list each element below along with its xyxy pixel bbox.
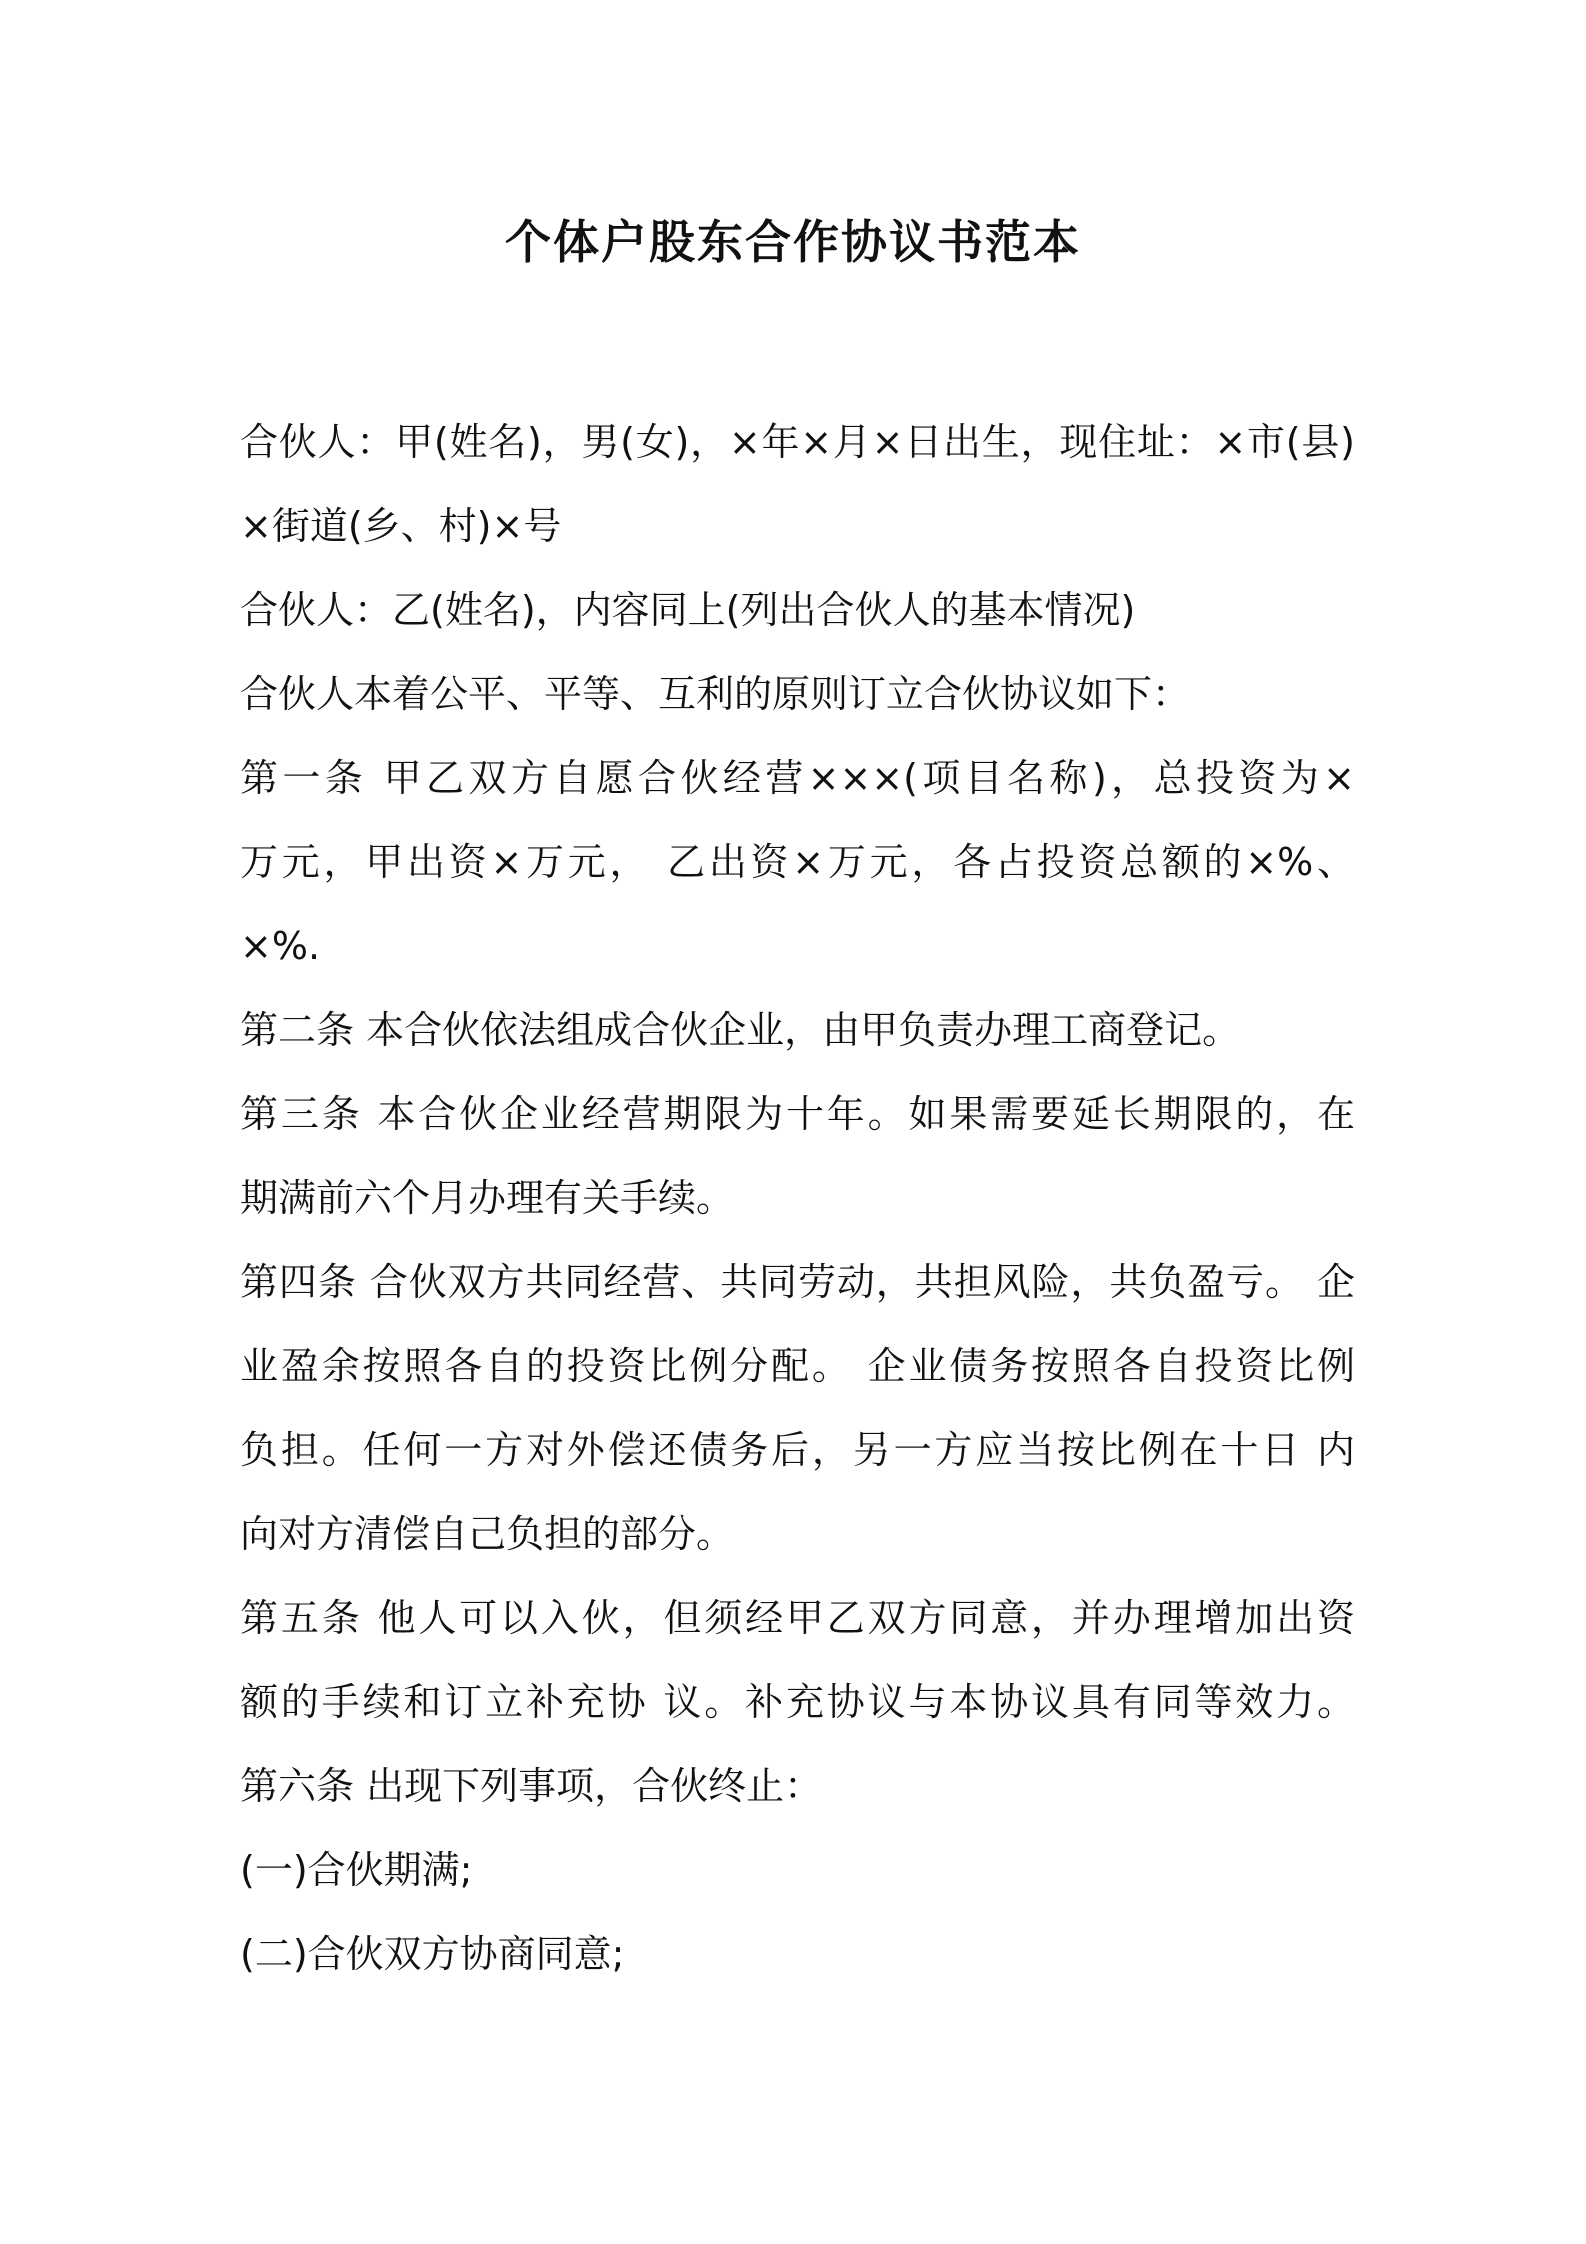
paragraph-line: 第三条 本合伙企业经营期限为十年。如果需要延长期限的，在	[240, 1092, 1355, 1136]
paragraph-line: ×街道(乡、村)×号	[240, 504, 562, 548]
paragraph-line: 期满前六个月办理有关手续。	[240, 1176, 735, 1220]
paragraph-line: (一)合伙期满;	[240, 1848, 473, 1892]
paragraph-line: 第二条 本合伙依法组成合伙企业，由甲负责办理工商登记。	[240, 1008, 1241, 1052]
paragraph-line: 合伙人本着公平、平等、互利的原则订立合伙协议如下：	[240, 672, 1191, 716]
document-title: 个体户股东合作协议书范本	[505, 215, 1081, 269]
paragraph-line: (二)合伙双方协商同意;	[240, 1932, 625, 1976]
paragraph-line: 向对方清偿自己负担的部分。	[240, 1512, 735, 1556]
paragraph-line: 第六条 出现下列事项，合伙终止：	[240, 1764, 823, 1808]
paragraph-line: 第四条 合伙双方共同经营、共同劳动，共担风险，共负盈亏。 企	[240, 1260, 1355, 1304]
paragraph-line: 合伙人：甲(姓名)，男(女)，×年×月×日出生，现住址：×市(县)	[240, 420, 1355, 464]
paragraph-line: 第五条 他人可以入伙，但须经甲乙双方同意，并办理增加出资	[240, 1596, 1355, 1640]
paragraph-line: 第一条 甲乙双方自愿合伙经营×××(项目名称)，总投资为×	[240, 756, 1355, 800]
paragraph-line: 负担。任何一方对外偿还债务后，另一方应当按比例在十日 内	[240, 1428, 1355, 1472]
paragraph-line: 万元，甲出资×万元， 乙出资×万元，各占投资总额的×%、	[240, 840, 1355, 884]
document-body	[240, 400, 1355, 1996]
paragraph-line: 合伙人：乙(姓名)，内容同上(列出合伙人的基本情况)	[240, 588, 1136, 632]
paragraph-line: 业盈余按照各自的投资比例分配。 企业债务按照各自投资比例	[240, 1344, 1355, 1388]
paragraph-line: ×%.	[240, 924, 321, 968]
paragraph-line: 额的手续和订立补充协 议。补充协议与本协议具有同等效力。	[240, 1680, 1355, 1724]
